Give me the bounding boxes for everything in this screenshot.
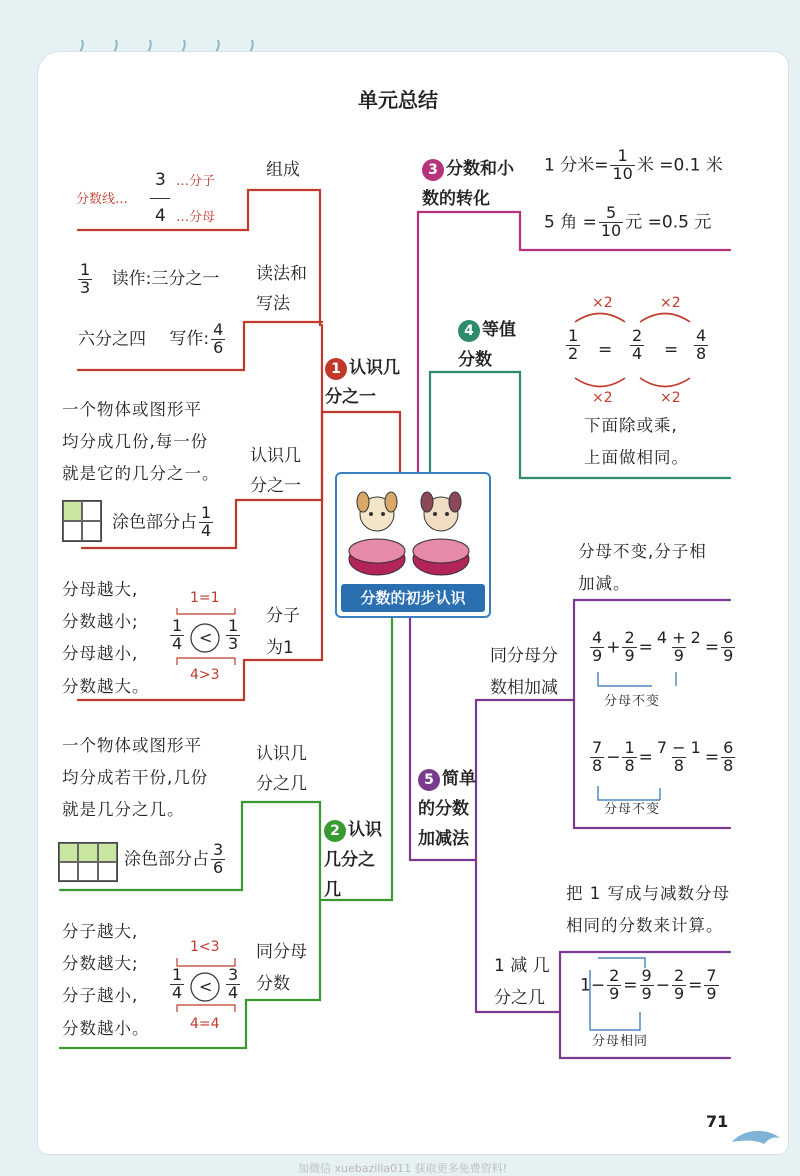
- fraction-three-sixths: $\frac{3}{6}$: [213, 840, 224, 877]
- note2-b: 相同的分数来计算。: [566, 916, 724, 936]
- read-example: [76, 262, 219, 297]
- branch2-label: [324, 816, 382, 905]
- branch5-label-c: 加减法: [418, 828, 469, 849]
- same-denominator-label: 分母相同: [592, 1034, 649, 1049]
- branch1-label-a: 认识几: [349, 358, 400, 378]
- equiv-frac-1: $\frac{1}{2}$: [568, 326, 579, 363]
- definition-unit-fraction: [62, 394, 220, 491]
- dec1-a: 1 分米=: [544, 155, 609, 176]
- dec1-b: 米 =0.1 米: [636, 155, 723, 176]
- cmp1-l3: 分母越小,: [62, 644, 139, 664]
- color-ratio-2: [124, 842, 227, 877]
- cmp2-l1: 分子越大,: [62, 922, 139, 941]
- compare1-left-frac: $\frac{1}{4}$: [172, 616, 183, 653]
- branch1-number: 1: [325, 358, 347, 380]
- note-same-denominator: [578, 536, 707, 600]
- compare-rule-2: [62, 916, 150, 1045]
- times2-top-left: ×2: [592, 295, 613, 311]
- shaded-three-sixths-grid: [58, 842, 118, 882]
- compare2-top-eq: 1<3: [190, 939, 220, 955]
- branch4-label-b: 分数: [458, 349, 492, 370]
- dec2-a: 5 角 =: [544, 212, 597, 233]
- branch3-label: [422, 155, 514, 215]
- branch5-label: [418, 765, 476, 854]
- footer-watermark: 加微信 xuebazilia011 获取更多免费资料!: [298, 1162, 508, 1175]
- compare2-left-frac: $\frac{1}{4}$: [172, 965, 183, 1002]
- note1-b: 加减。: [578, 574, 631, 594]
- compare-rule-1: [62, 574, 150, 703]
- equiv-eq-1: =: [598, 340, 613, 360]
- page-title: 单元总结: [358, 88, 438, 112]
- branch1-label: [325, 358, 400, 414]
- branch4-label-a: 等值: [482, 320, 516, 340]
- branch2-label-b: 几分之: [324, 849, 375, 870]
- fraction-one-third: $\frac{1}{3}$: [80, 260, 91, 297]
- denominator-label: …分母: [176, 210, 216, 225]
- sub-add-subtract: [490, 640, 558, 705]
- write-mid: 写作:: [169, 329, 210, 350]
- numerator-label: …分子: [176, 174, 216, 189]
- note1-a: 分母不变,分子相: [578, 542, 707, 561]
- one-minus-equation: 1− $\frac{2}{9}$ = $\frac{9}{9}$ − $\frac{2}{9}$ = $\frac{7}{9}$: [580, 966, 717, 1003]
- definition-general-fraction: [62, 730, 208, 827]
- compare1-top-eq: 1=1: [190, 590, 220, 606]
- decimal-example-2: [544, 205, 711, 240]
- compare2-sign: <: [199, 977, 213, 996]
- center-label: 分数的初步认识: [341, 584, 485, 612]
- cmp2-l3: 分子越小,: [62, 986, 139, 1006]
- sub-read-b: 写法: [256, 293, 290, 314]
- def1-line3: 就是它的几分之一。: [62, 464, 220, 484]
- def1-line2: 均分成几份,每一份: [62, 432, 209, 452]
- dec2-b: 元 =0.5 元: [625, 212, 712, 233]
- branch3-label-b: 数的转化: [422, 188, 490, 209]
- cmp1-l1: 分母越大,: [62, 580, 139, 599]
- fraction-five-tenths: $\frac{5}{10}$: [600, 203, 622, 240]
- note-rewrite-one: [566, 878, 730, 942]
- branch3-number: 3: [422, 159, 444, 181]
- compare1-right-frac: $\frac{1}{3}$: [228, 616, 239, 653]
- branch5-number: 5: [418, 769, 440, 791]
- unchanged-label-1: 分母不变: [604, 694, 661, 709]
- fraction-four-sixths: $\frac{4}{6}$: [213, 320, 224, 357]
- branch2-number: 2: [324, 820, 346, 842]
- dolphin-icon: [728, 1124, 784, 1150]
- branch2-label-c: 几: [324, 879, 341, 900]
- sub-read-a: 读法和: [256, 264, 307, 284]
- def1-line1: 一个物体或图形平: [62, 400, 202, 419]
- def2-line1: 一个物体或图形平: [62, 736, 202, 755]
- subtraction-equation: $\frac{7}{8}$ − $\frac{1}{8}$ = $\frac{7 - 1}{8}$ = $\frac{6}{8}$: [592, 738, 734, 775]
- def2-line2: 均分成若干份,几份: [62, 768, 209, 788]
- color-ratio-1: [112, 505, 215, 540]
- color-text-2: 涂色部分占: [124, 849, 209, 870]
- compare2-bottom-eq: 4=4: [190, 1016, 220, 1032]
- compare1-bottom-eq: 4>3: [190, 667, 220, 683]
- sub-know2-b: 分之几: [256, 773, 307, 794]
- cmp2-l4: 分数越小。: [62, 1018, 150, 1038]
- times2-top-right: ×2: [660, 295, 681, 311]
- equiv-frac-3: $\frac{4}{8}$: [696, 326, 707, 363]
- read-text: 读作:三分之一: [111, 269, 220, 290]
- rule-line2: 上面做相同。: [584, 448, 689, 468]
- fraction-one-fourth: $\frac{1}{4}$: [201, 503, 212, 540]
- denominator-4: 4: [155, 206, 166, 226]
- cmp1-l2: 分数越小;: [62, 612, 139, 632]
- equiv-frac-2: $\frac{2}{4}$: [632, 326, 643, 363]
- branch3-label-a: 分数和小: [446, 159, 514, 179]
- center-node: [335, 472, 491, 618]
- times2-bottom-left: ×2: [592, 390, 613, 406]
- sub-one-b: 分之几: [494, 988, 545, 1009]
- fraction-bar: [150, 198, 170, 199]
- sub-know-general: [256, 740, 307, 800]
- branch4-number: 4: [458, 320, 480, 342]
- sub-composition: 组成: [266, 160, 300, 180]
- sub-add-b: 数相加减: [490, 678, 558, 699]
- cmp1-l4: 分数越大。: [62, 676, 150, 696]
- sub-know-unit: [250, 442, 301, 502]
- equiv-rule: [584, 410, 689, 474]
- cmp2-l2: 分数越大;: [62, 954, 139, 974]
- addition-equation: $\frac{4}{9}$ + $\frac{2}{9}$ = $\frac{4 + 2}{9}$ = $\frac{6}{9}$: [592, 628, 734, 665]
- sub-numerator-one: [266, 600, 300, 665]
- branch5-label-b: 的分数: [418, 798, 469, 819]
- sub-unit-a: 分子: [266, 606, 300, 626]
- decimal-example-1: [544, 148, 723, 183]
- branch4-label: [458, 316, 516, 376]
- compare1-sign: <: [199, 628, 213, 647]
- page-number: 71: [706, 1112, 729, 1131]
- fraction-one-tenth: $\frac{1}{10}$: [612, 146, 633, 183]
- times2-bottom-right: ×2: [660, 390, 681, 406]
- rule-line1: 下面除或乘,: [584, 416, 678, 435]
- def2-line3: 就是几分之几。: [62, 800, 185, 820]
- compare2-right-frac: $\frac{3}{4}$: [228, 965, 239, 1002]
- sub-one-minus: [494, 950, 550, 1015]
- branch5-label-a: 简单: [442, 769, 476, 789]
- write-left: 六分之四: [78, 329, 146, 350]
- dogs-with-cakes-illustration: [337, 474, 485, 582]
- branch1-label-b: 分之一: [325, 387, 376, 407]
- equiv-eq-2: =: [664, 340, 679, 360]
- sub-unit-b: 为1: [266, 638, 294, 659]
- fraction-line-label: 分数线…: [76, 192, 129, 207]
- branch2-label-a: 认识: [348, 820, 382, 840]
- sub-know-b: 分之一: [250, 475, 301, 496]
- numerator-3: 3: [155, 170, 166, 190]
- sub-same-b: 分数: [256, 974, 290, 995]
- color-text-1: 涂色部分占: [112, 512, 197, 533]
- sub-know-a: 认识几: [250, 446, 301, 466]
- sub-know2-a: 认识几: [256, 744, 307, 764]
- note2-a: 把 1 写成与减数分母: [566, 884, 730, 903]
- sub-add-a: 同分母分: [490, 646, 558, 666]
- write-example: [78, 322, 227, 357]
- sub-one-a: 1 减 几: [494, 956, 550, 976]
- unchanged-label-2: 分母不变: [604, 802, 661, 817]
- shaded-quarter-grid: [62, 500, 102, 542]
- sub-same-denominator: [256, 936, 307, 1001]
- sub-read-write: [256, 260, 307, 320]
- sub-same-a: 同分母: [256, 942, 307, 962]
